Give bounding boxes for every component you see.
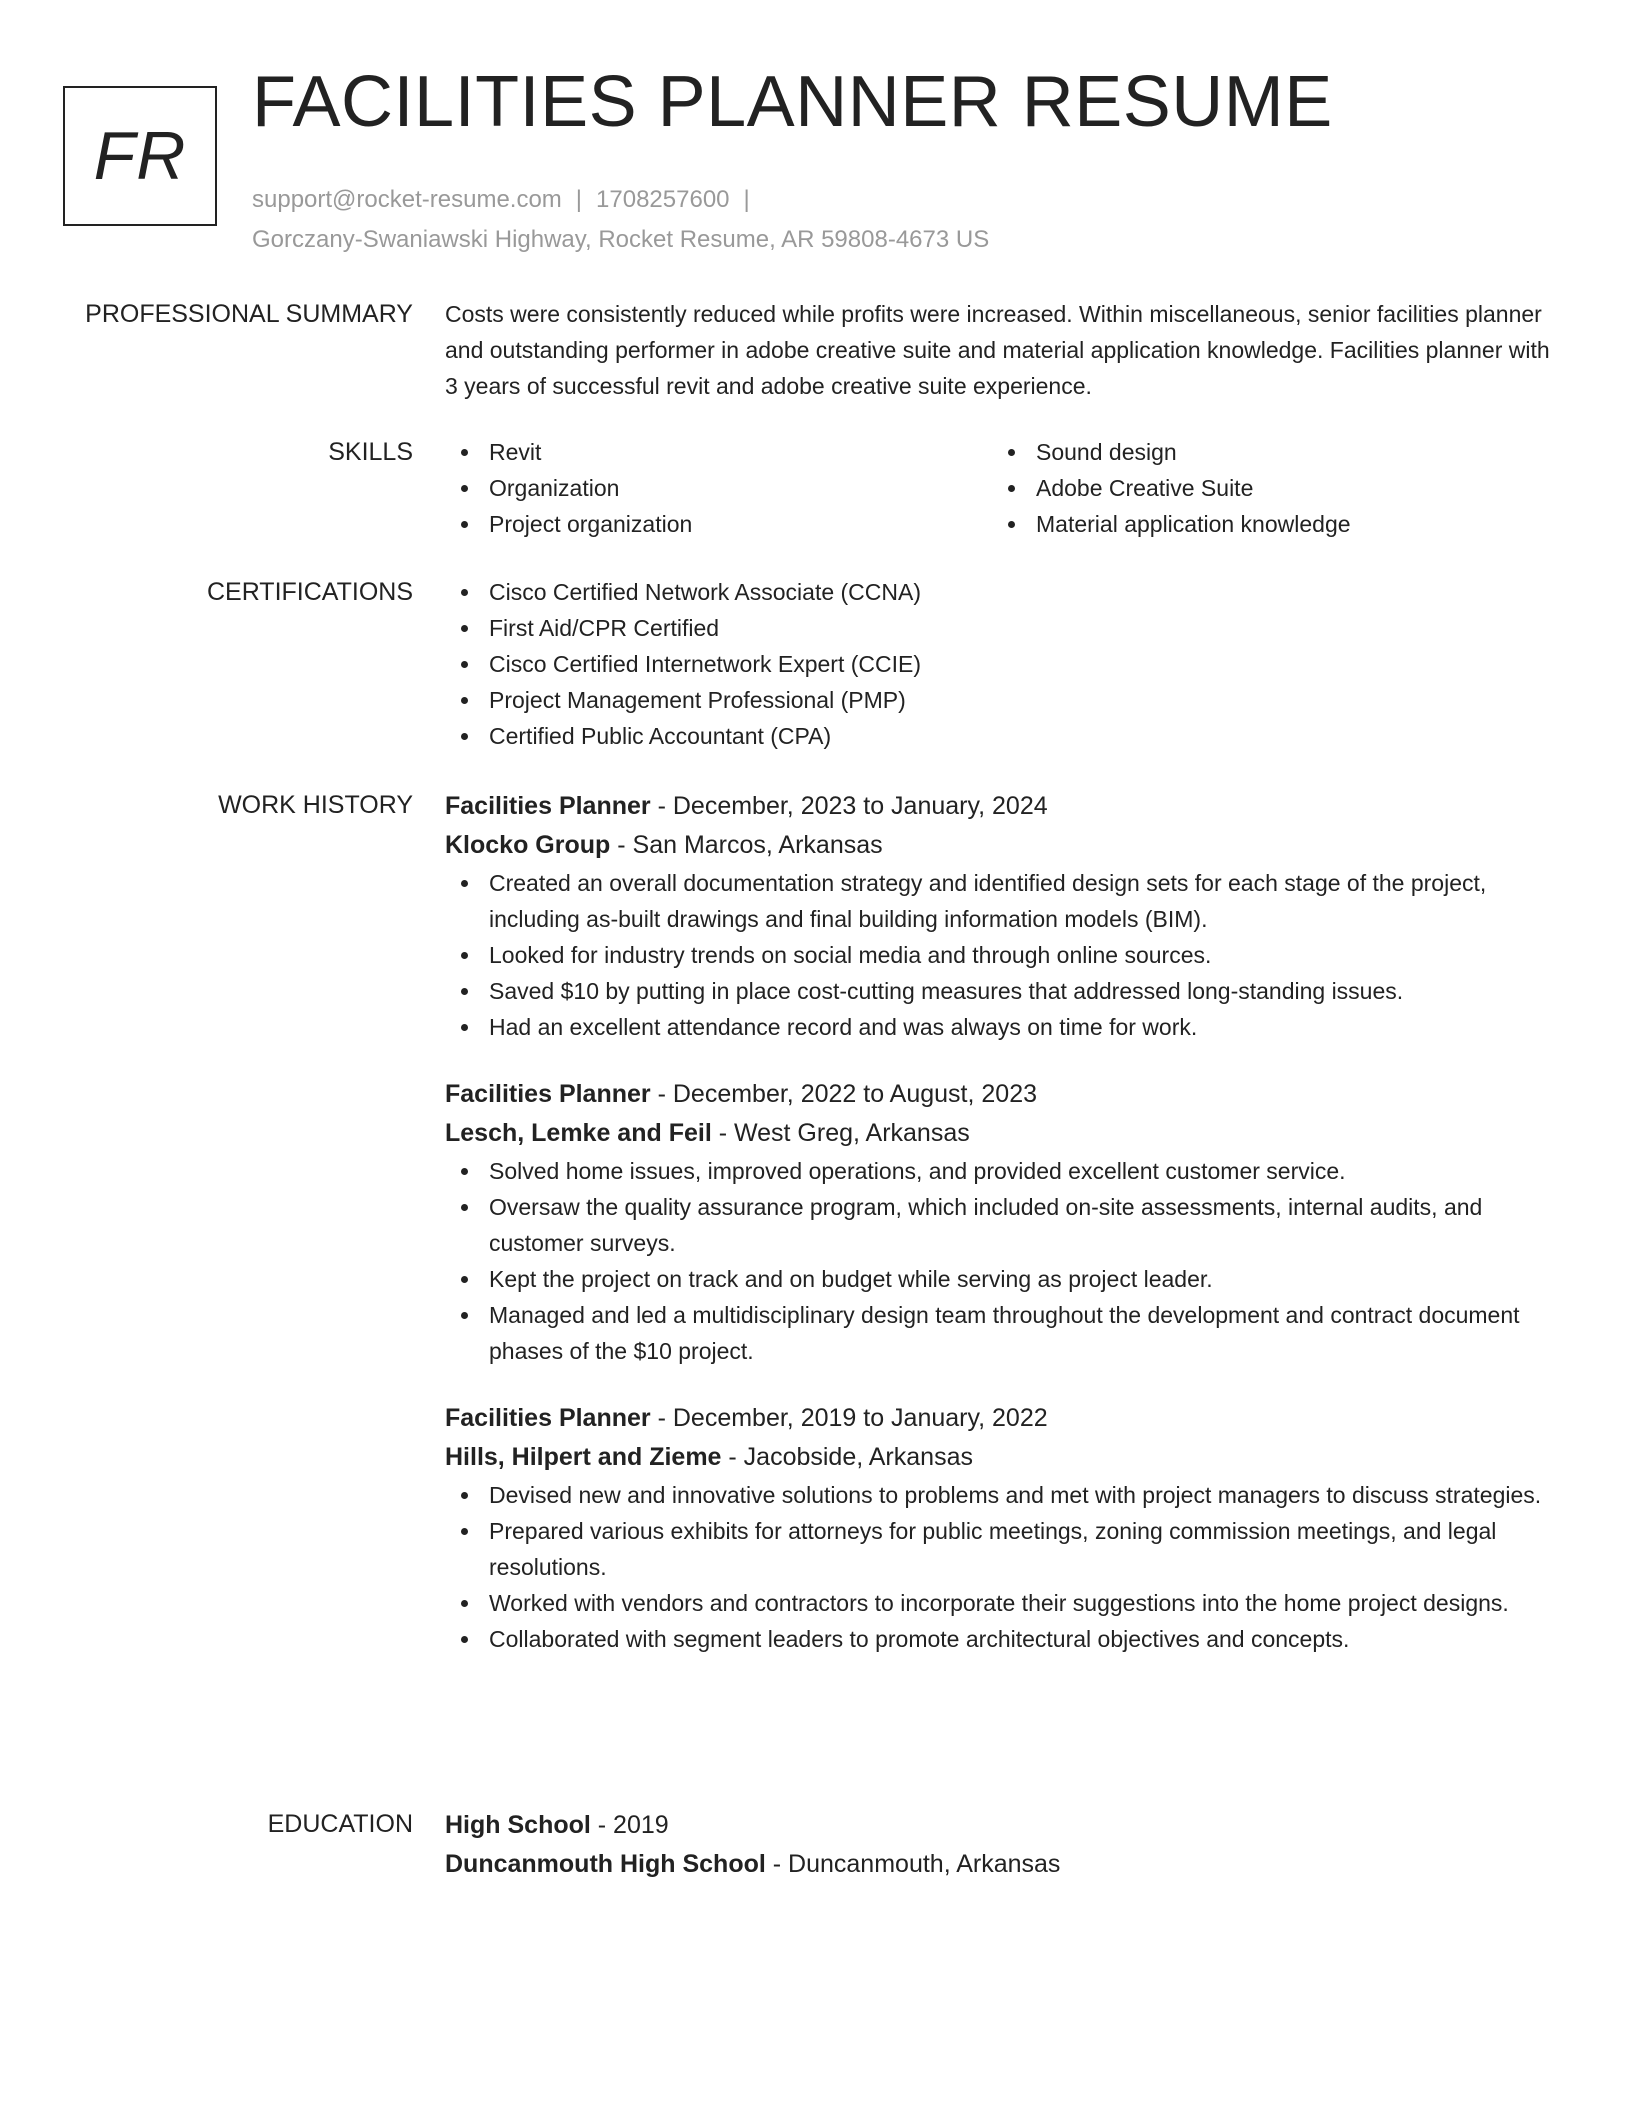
list-item: Saved $10 by putting in place cost-cutting measures that addressed long-standing issues. [445,973,1557,1009]
job-title: Facilities Planner [445,1404,651,1432]
section-label: WORK HISTORY [218,791,413,819]
education-degree: High School [445,1811,591,1839]
list-item: Managed and led a multidisciplinary design team throughout the development and contract document phases of the $10 project. [445,1297,1557,1369]
job-company: Lesch, Lemke and Feil [445,1119,712,1147]
list-item: Cisco Certified Network Associate (CCNA) [445,574,1557,610]
list-item: Cisco Certified Internetwork Expert (CCIE) [445,646,1557,682]
job-company-line [445,825,1557,865]
job-bullets [445,1477,1557,1657]
list-item: Collaborated with segment leaders to promote architectural objectives and concepts. [445,1621,1557,1657]
contact-address: Gorczany-Swaniawski Highway, Rocket Resume, AR 59808-4673 US [252,226,990,253]
contact-phone[interactable]: 1708257600 [596,186,730,213]
job-title-line [445,1399,1557,1437]
contact-email[interactable]: support@rocket-resume.com [252,186,562,213]
list-item: Revit [445,434,992,470]
job-company-line [445,1113,1557,1153]
job-location: - San Marcos, Arkansas [610,831,883,859]
job-location: - West Greg, Arkansas [711,1119,970,1147]
section-body [445,296,1557,404]
job-title-line [445,1075,1557,1113]
list-item: Solved home issues, improved operations, and provided excellent customer service. [445,1153,1557,1189]
job-bullets [445,865,1557,1045]
list-item: Material application knowledge [992,506,1539,542]
skills-columns [445,434,1557,542]
job-dates: - December, 2019 to January, 2022 [650,1404,1048,1432]
job-entry [445,1075,1557,1369]
section-label: PROFESSIONAL SUMMARY [85,300,413,328]
job-entry [445,787,1557,1045]
summary-text: Costs were consistently reduced while profits were increased. Within miscellaneous, senior facilities planner and outstanding performer in adobe creative suite and material application knowledge. Facilities planner with 3 years of successful revit and adobe creative suite experience. [445,301,1550,399]
education-degree-line [445,1806,1557,1844]
certifications-list [445,574,1557,754]
list-item: Looked for industry trends on social media and through online sources. [445,937,1557,973]
job-location: - Jacobside, Arkansas [721,1443,973,1471]
list-item: Worked with vendors and contractors to incorporate their suggestions into the home project designs. [445,1585,1557,1621]
list-item: First Aid/CPR Certified [445,610,1557,646]
list-item: Project organization [445,506,992,542]
list-item: Adobe Creative Suite [992,470,1539,506]
skills-list-left [445,434,992,542]
education-location: - Duncanmouth, Arkansas [765,1850,1061,1878]
list-item: Prepared various exhibits for attorneys for public meetings, zoning commission meetings, and legal resolutions. [445,1513,1557,1585]
section-body [445,787,1557,1687]
job-entry [445,1399,1557,1657]
list-item: Devised new and innovative solutions to problems and met with project managers to discuss strategies. [445,1477,1557,1513]
education-school-line [445,1844,1557,1884]
contact-separator: | [743,186,750,213]
section-label: SKILLS [328,438,413,466]
job-dates: - December, 2022 to August, 2023 [650,1080,1038,1108]
contact-info [252,180,1592,260]
list-item: Kept the project on track and on budget while serving as project leader. [445,1261,1557,1297]
section-body [445,1806,1557,1884]
resume-header [252,58,1592,260]
section-label: EDUCATION [267,1810,413,1838]
job-title: Facilities Planner [445,1080,651,1108]
list-item: Sound design [992,434,1539,470]
job-dates: - December, 2023 to January, 2024 [650,792,1048,820]
list-item: Project Management Professional (PMP) [445,682,1557,718]
education-year: - 2019 [590,1811,669,1839]
list-item: Created an overall documentation strategy and identified design sets for each stage of the project, including as-built drawings and final building information models (BIM). [445,865,1557,937]
job-company: Hills, Hilpert and Zieme [445,1443,722,1471]
list-item: Had an excellent attendance record and was always on time for work. [445,1009,1557,1045]
education-school: Duncanmouth High School [445,1850,766,1878]
list-item: Oversaw the quality assurance program, which included on-site assessments, internal audits, and customer surveys. [445,1189,1557,1261]
job-company: Klocko Group [445,831,611,859]
list-item: Certified Public Accountant (CPA) [445,718,1557,754]
contact-line-1 [252,180,1592,220]
section-label: CERTIFICATIONS [206,578,413,606]
job-title: Facilities Planner [445,792,651,820]
monogram-initials: FR [93,118,187,194]
list-item: Organization [445,470,992,506]
job-title-line [445,787,1557,825]
contact-separator: | [575,186,583,213]
job-bullets [445,1153,1557,1369]
section-body [445,574,1557,754]
monogram-box [63,86,217,226]
skills-list-right [992,434,1539,542]
resume-title: FACILITIES PLANNER RESUME [252,62,1333,142]
job-company-line [445,1437,1557,1477]
